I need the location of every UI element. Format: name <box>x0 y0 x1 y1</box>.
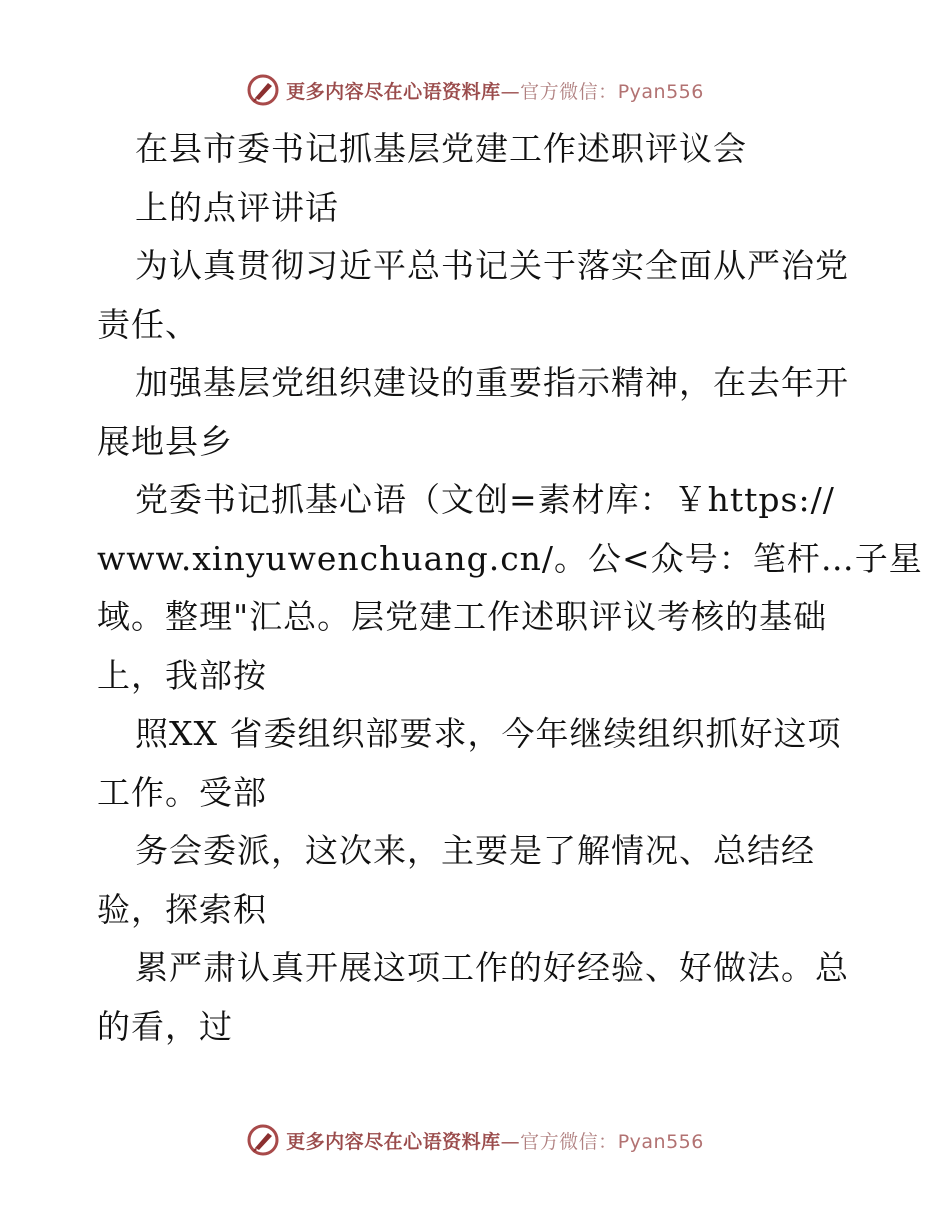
doc-line: 责任、 <box>97 304 199 344</box>
footer-wechat-id: Pyan556 <box>617 1130 704 1153</box>
footer-text <box>286 1127 704 1154</box>
doc-line: 的看，过 <box>97 1006 233 1046</box>
doc-line: 为认真贯彻习近平总书记关于落实全面从严治党 <box>135 246 849 285</box>
doc-line: 务会委派，这次来，主要是了解情况、总结经 <box>135 831 815 870</box>
footer-dash: — <box>500 1130 521 1153</box>
doc-line: 在县市委书记抓基层党建工作述职评议会 <box>135 129 747 168</box>
header-wechat-id: Pyan556 <box>617 80 704 103</box>
doc-line: 照XX 省委组织部要求，今年继续组织抓好这项 <box>135 714 842 753</box>
doc-line: 域。整理"汇总。层党建工作述职评议考核的基础 <box>97 597 828 636</box>
doc-line: 上的点评讲话 <box>135 187 339 227</box>
document-body <box>97 120 923 1056</box>
footer-wechat-label: 官方微信： <box>520 1130 618 1153</box>
pen-circle-logo-icon <box>246 73 280 107</box>
header-wechat-label: 官方微信： <box>520 80 618 103</box>
doc-line: 党委书记抓基心语（文创=素材库：￥https:// <box>135 480 835 519</box>
doc-line: 加强基层党组织建设的重要指示精神，在去年开 <box>135 363 849 402</box>
pen-circle-logo-icon <box>246 1123 280 1157</box>
doc-line: 验，探索积 <box>97 889 267 929</box>
doc-line: 工作。受部 <box>97 772 267 812</box>
doc-line: 展地县乡 <box>97 421 233 461</box>
header-dash: — <box>500 80 521 103</box>
footer-banner <box>0 1120 950 1160</box>
footer-site-name: 更多内容尽在心语资料库 <box>286 1130 501 1153</box>
doc-line: 上，我部按 <box>97 655 267 695</box>
header-site-name: 更多内容尽在心语资料库 <box>286 80 501 103</box>
doc-line: www.xinyuwenchuang.cn/。公<众号：笔杆…子星 <box>97 538 923 578</box>
header-text <box>286 77 704 104</box>
doc-line: 累严肃认真开展这项工作的好经验、好做法。总 <box>135 948 849 987</box>
header-banner <box>0 70 950 110</box>
